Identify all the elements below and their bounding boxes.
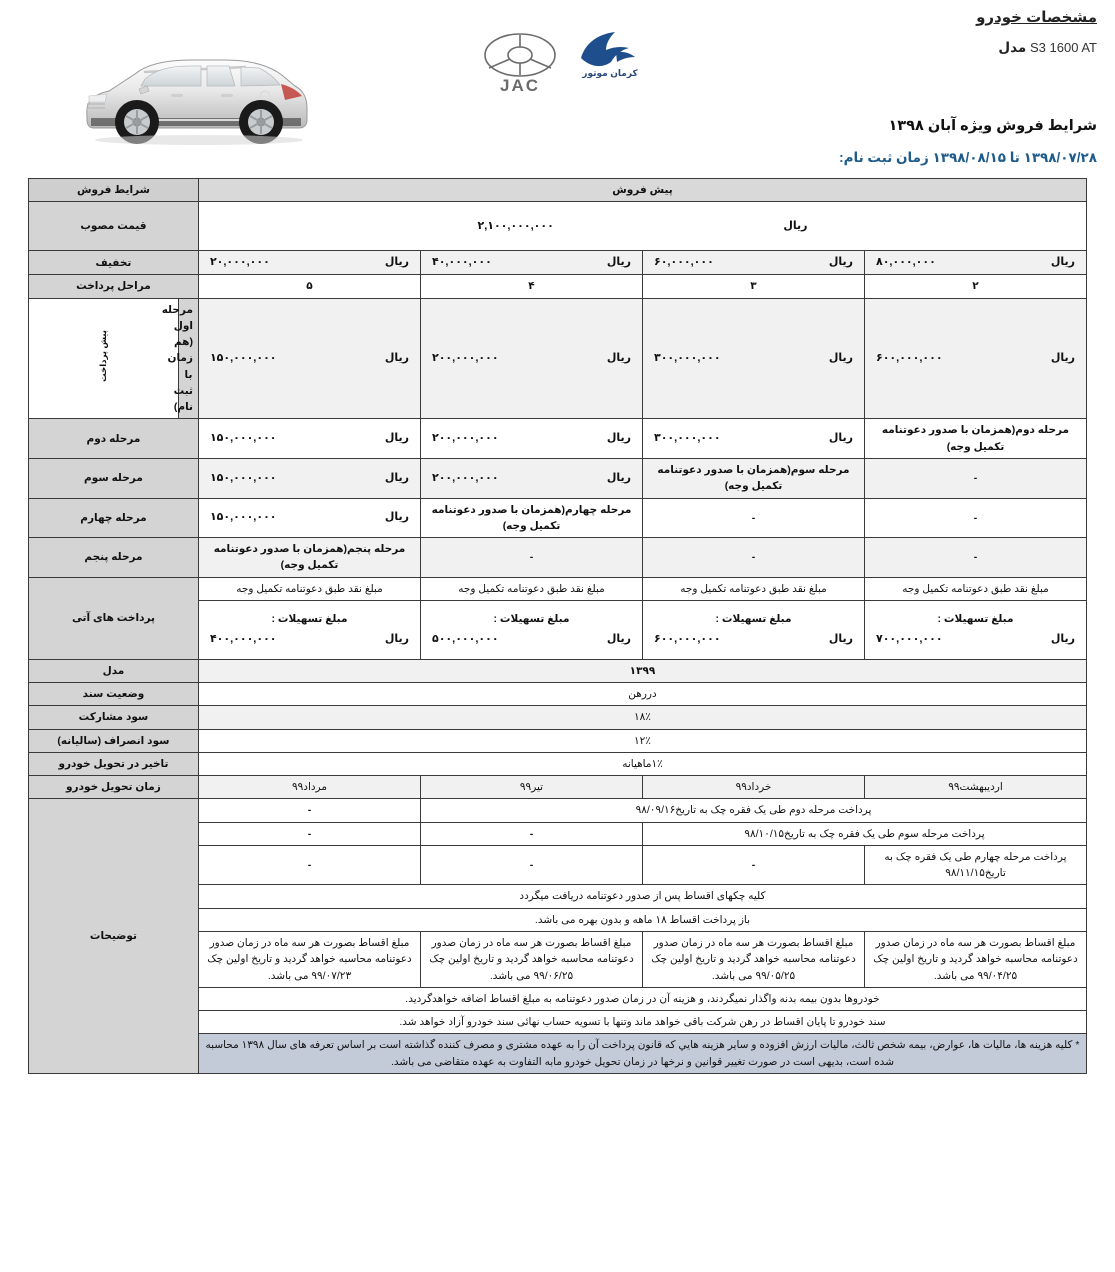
table-row [28,659,1086,682]
stage1-cell-3 [421,298,643,419]
stage-count-2: ۳ [643,275,865,298]
currency-label: ریال [1050,256,1075,269]
stage2-cell-2 [643,419,865,459]
currency-label: ریال [828,633,853,646]
discount-value: ۴۰,۰۰۰,۰۰۰ [432,256,492,269]
currency-label: ریال [606,256,631,269]
desc-check-3: پرداخت مرحله سوم طی یک فقره چک به تاریخ۹۸/۱۰/۱۵ [643,822,1087,845]
delivery-time-3: تیر۹۹ [421,776,643,799]
table-row [28,776,1086,799]
stage1-cell-2 [643,298,865,419]
facility-value: ۶۰۰,۰۰۰,۰۰۰ [654,633,721,646]
desc-note-repayment: باز پرداخت اقساط ۱۸ ماهه و بدون بهره می باشد. [198,908,1086,931]
table-row [28,683,1086,706]
currency-label: ریال [384,633,409,646]
delivery-time-4: مرداد۹۹ [198,776,420,799]
currency-label: ریال [606,351,631,364]
row-label-discount: تخفیف [28,251,198,275]
table-row [28,729,1086,752]
row-label-descriptions: توضیحات [28,799,198,1073]
stage5-cell-2: - [643,538,865,578]
desc-dash: - [198,799,420,822]
table-row [28,458,1086,498]
stage3-cell-1: - [865,458,1087,498]
stage2-value: ۲۰۰,۰۰۰,۰۰۰ [432,432,499,445]
row-label-stage-3: مرحله سوم [28,458,198,498]
vehicle-spec-block [757,8,1097,56]
desc-dash: - [198,822,420,845]
table-row [28,538,1086,578]
row-label-stage-5: مرحله پنجم [28,538,198,578]
stage1-value: ۱۵۰,۰۰۰,۰۰۰ [209,351,277,364]
currency-label: ریال [384,351,409,364]
stage4-cell-3: مرحله چهارم(همزمان با صدور دعوتنامه تکمیل وجه) [421,498,643,538]
stage-count-3: ۴ [421,275,643,298]
stage1-cell-1 [865,298,1087,419]
kerman-motor-logo [575,28,645,96]
installment-note-1: مبلغ اقساط بصورت هر سه ماه در زمان صدور دعوتنامه محاسبه خواهد گردید و تاریخ اولین چک ۹۹/۰۴/۲۵ می باشد. [865,932,1087,988]
registration-label: زمان ثبت نام: [839,150,929,165]
stage4-cell-1: - [865,498,1087,538]
model-year-value: ۱۳۹۹ [198,659,1086,682]
facility-value: ۵۰۰,۰۰۰,۰۰۰ [432,633,499,646]
table-row [28,275,1086,298]
sale-title-text: شرایط فروش ویژه آبان ۱۳۹۸ [888,118,1097,134]
currency-label: ریال [606,471,631,484]
discount-value: ۲۰,۰۰۰,۰۰۰ [209,256,270,269]
discount-value: ۸۰,۰۰۰,۰۰۰ [876,256,936,269]
currency-label: ریال [1050,633,1075,646]
row-label-sale-terms: شرایط فروش [28,179,198,202]
discount-cell-1 [865,251,1087,275]
stage5-cell-3: - [421,538,643,578]
desc-dash: - [198,845,420,885]
currency-label: ریال [828,256,853,269]
facility-value: ۴۰۰,۰۰۰,۰۰۰ [209,633,277,646]
desc-note-insurance: خودروها بدون بیمه بدنه واگذار نمیگردند، و هزینه آن در زمان صدور دعوتنامه به مبلغ اقساط اضافه خواهدگردید. [198,987,1086,1010]
currency-label: ریال [384,432,409,445]
row-label-payment-stages: مراحل پرداخت [28,275,198,298]
stage3-value: ۱۵۰,۰۰۰,۰۰۰ [209,471,277,484]
kerman-motor-wordmark: کرمان موتور [582,68,638,78]
brand-logos [485,26,645,98]
price-value: ۲,۱۰۰,۰۰۰,۰۰۰ [477,219,554,232]
stage3-cell-4 [198,458,420,498]
document-header [0,0,1115,178]
car-photo [75,34,315,152]
stage4-cell-2: - [643,498,865,538]
currency-label: ریال [828,432,853,445]
table-row [28,706,1086,729]
approved-price-cell [198,202,1086,251]
kerman-bird-icon [575,28,645,72]
row-label-delivery-delay: تاخیر در تحویل خودرو [28,752,198,775]
page-title: مشخصات خودرو [976,9,1097,26]
registration-period [697,150,1097,166]
facility-value: ۷۰۰,۰۰۰,۰۰۰ [876,633,943,646]
stage3-cell-3 [421,458,643,498]
row-label-participation-profit: سود مشارکت [28,706,198,729]
facility-label: مبلغ تسهیلات : [715,613,792,626]
future-cash-1: مبلغ نقد طبق دعوتنامه تکمیل وجه [865,577,1087,600]
desc-note-checks: کلیه چکهای اقساط پس از صدور دعوتنامه دریافت میگردد [198,885,1086,908]
desc-note-lien: سند خودرو تا پایان اقساط در رهن شرکت باقی خواهد ماند وتنها با تسویه حساب نهائی سند خودرو آزاد خواهد شد. [198,1011,1086,1034]
prepay-vertical-label: پیش پرداخت [28,298,178,419]
stage1-value: ۲۰۰,۰۰۰,۰۰۰ [432,351,499,364]
desc-dash: - [421,822,643,845]
discount-cell-2 [643,251,865,275]
discount-cell-3 [421,251,643,275]
row-label-stage-1: مرحله اول (هم زمان با ثبت نام) [178,298,198,419]
desc-check-4: پرداخت مرحله چهارم طی یک فقره چک به تاریخ۹۸/۱۱/۱۵ [865,845,1087,885]
delivery-time-1: اردیبهشت۹۹ [865,776,1087,799]
discount-value: ۶۰,۰۰۰,۰۰۰ [654,256,714,269]
stage2-cell-3 [421,419,643,459]
currency-label: ریال [828,351,853,364]
model-value: S3 1600 AT [1030,40,1097,55]
row-label-withdrawal-profit: سود انصراف (سالیانه) [28,729,198,752]
participation-profit-value: ۱۸٪ [198,706,1086,729]
facility-label: مبلغ تسهیلات : [493,613,570,626]
delivery-delay-value: ۱٪ماهیانه [198,752,1086,775]
desc-dash: - [421,845,643,885]
stage5-cell-1: - [865,538,1087,578]
table-row [28,251,1086,275]
stage2-cell-1: مرحله دوم(همزمان با صدور دعوتنامه تکمیل وجه) [865,419,1087,459]
currency-label: ریال [606,432,631,445]
installment-note-4: مبلغ اقساط بصورت هر سه ماه در زمان صدور دعوتنامه محاسبه خواهد گردید و تاریخ اولین چک ۹۹/۰۷/۲۳ می باشد. [198,932,420,988]
sales-conditions-table [28,178,1087,1074]
row-label-document-status: وضعیت سند [28,683,198,706]
stage-count-1: ۲ [865,275,1087,298]
future-cash-4: مبلغ نقد طبق دعوتنامه تکمیل وجه [198,577,420,600]
row-label-delivery-time: زمان تحویل خودرو [28,776,198,799]
installment-note-3: مبلغ اقساط بصورت هر سه ماه در زمان صدور دعوتنامه محاسبه خواهد گردید و تاریخ اولین چک ۹۹/۰۶/۲۵ می باشد. [421,932,643,988]
stage3-value: ۲۰۰,۰۰۰,۰۰۰ [432,471,499,484]
desc-note-taxes: * کلیه هزینه ها، مالیات ها، عوارض، بیمه شخص ثالث، مالیات ارزش افزوده و سایر هزینه هایي که قانون پرداخت آن را به عهده مشتری و مصرف کننده گذاشته است بر اساس تعرفه های سال ۱۳۹۸ محاسبه شده است، بدیهی است در صورت تغییر قوانین و نرخها در زمان تحویل خودرو مابه التفاوت به عهده متقاضی می باشد. [198,1034,1086,1074]
table-row [28,298,1086,419]
stage4-cell-4 [198,498,420,538]
table-row [28,202,1086,251]
stage1-value: ۶۰۰,۰۰۰,۰۰۰ [876,351,943,364]
table-row [28,179,1086,202]
row-label-model: مدل [28,659,198,682]
stage5-cell-4: مرحله پنجم(همزمان با صدور دعوتنامه تکمیل وجه) [198,538,420,578]
installment-note-2: مبلغ اقساط بصورت هر سه ماه در زمان صدور دعوتنامه محاسبه خواهد گردید و تاریخ اولین چک ۹۹/۰۵/۲۵ می باشد. [643,932,865,988]
row-label-stage-2: مرحله دوم [28,419,198,459]
currency-label: ریال [606,633,631,646]
future-facility-1 [865,600,1087,659]
desc-dash: - [643,845,865,885]
model-label: مدل [998,40,1027,55]
stage1-cell-4 [198,298,420,419]
row-label-stage-4: مرحله چهارم [28,498,198,538]
future-cash-3: مبلغ نقد طبق دعوتنامه تکمیل وجه [421,577,643,600]
table-row [28,799,1086,822]
withdrawal-profit-value: ۱۲٪ [198,729,1086,752]
discount-cell-4 [198,251,420,275]
presale-header: پیش فروش [198,179,1086,202]
jac-wordmark: JAC [499,76,541,95]
future-facility-2 [643,600,865,659]
row-label-approved-price: قیمت مصوب [28,202,198,251]
price-currency: ریال [783,219,808,232]
future-cash-2: مبلغ نقد طبق دعوتنامه تکمیل وجه [643,577,865,600]
currency-label: ریال [384,511,409,524]
stage-count-4: ۵ [198,275,420,298]
sale-conditions-title [757,118,1097,134]
delivery-time-2: خرداد۹۹ [643,776,865,799]
table-row [28,752,1086,775]
stage2-value: ۳۰۰,۰۰۰,۰۰۰ [654,432,721,445]
desc-check-2: پرداخت مرحله دوم طی یک فقره چک به تاریخ۹۸/۰۹/۱۶ [421,799,1087,822]
model-line [757,40,1097,56]
currency-label: ریال [384,256,409,269]
stage1-value: ۳۰۰,۰۰۰,۰۰۰ [654,351,721,364]
jac-logo [481,29,559,95]
currency-label: ریال [1050,351,1075,364]
row-label-future-payments: پرداخت های آتی [28,577,198,659]
registration-range: ۱۳۹۸/۰۷/۲۸ تا ۱۳۹۸/۰۸/۱۵ [932,150,1097,165]
stage4-value: ۱۵۰,۰۰۰,۰۰۰ [209,511,277,524]
stage2-value: ۱۵۰,۰۰۰,۰۰۰ [209,432,277,445]
document-status-value: دررهن [198,683,1086,706]
currency-label: ریال [384,471,409,484]
stage2-cell-4 [198,419,420,459]
table-row [28,577,1086,600]
table-row [28,419,1086,459]
table-row [28,498,1086,538]
future-facility-4 [198,600,420,659]
facility-label: مبلغ تسهیلات : [937,613,1014,626]
facility-label: مبلغ تسهیلات : [271,613,348,626]
stage3-cell-2: مرحله سوم(همزمان با صدور دعوتنامه تکمیل وجه) [643,458,865,498]
future-facility-3 [421,600,643,659]
